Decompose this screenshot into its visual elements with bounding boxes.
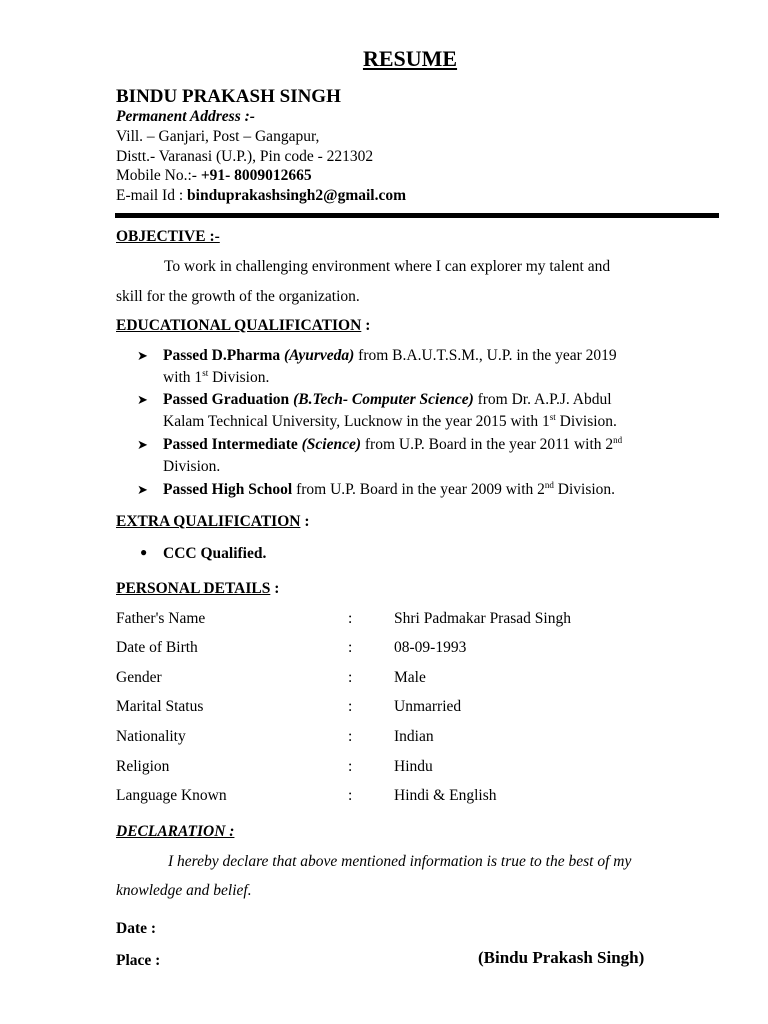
- declaration-line-2: knowledge and belief.: [116, 882, 252, 899]
- detail-colon: :: [348, 787, 353, 804]
- signature-name: (Bindu Prakash Singh): [478, 948, 645, 967]
- detail-value: Hindu: [394, 758, 433, 775]
- table-row: [116, 787, 636, 807]
- email-value: binduprakashsingh2@gmail.com: [187, 187, 407, 204]
- detail-value: Male: [394, 669, 426, 686]
- detail-label: Father's Name: [116, 610, 206, 627]
- page-title: RESUME: [362, 46, 458, 71]
- declaration-line-1: I hereby declare that above mentioned information is true to the best of my: [168, 853, 632, 870]
- table-row: [116, 669, 636, 689]
- detail-value: Unmarried: [394, 698, 462, 715]
- detail-label: Marital Status: [116, 698, 204, 715]
- detail-label: Gender: [116, 669, 162, 686]
- detail-colon: :: [348, 758, 353, 775]
- detail-colon: :: [348, 669, 353, 686]
- detail-colon: :: [348, 728, 353, 745]
- address-label: Permanent Address :-: [116, 108, 255, 125]
- detail-value: 08-09-1993: [394, 639, 467, 656]
- table-row: [116, 728, 636, 748]
- resume-page: RESUME BINDU PRAKASH SINGH Permanent Address :- Vill. – Ganjari, Post – Gangapur, Distt.- Varanasi (U.P.), Pin code - 221302 Mobile No.:- +91- 8009012665 E-mail Id : binduprakashsingh2@gmail.com OBJECTIVE :- To work in challenging environment where I can explorer my talent and skill for the growth of the organization. EDUCATIONAL QUALIFICATION : ➤ Passed D.Pharma (Ayurveda) from B.A.U.T.S.M., U.P. in the year 2019 with 1st Division. ➤ Passed Graduation (B.Tech- Computer Science) from Dr. A.P.J. Abdul Kalam Technical University, Lucknow in the year 2015 with 1st Division. ➤ Passed Intermediate (Science) from U.P. Board in the year 2011 with 2nd Division. ➤ Passed High School from U.P. Board in the year 2009 with 2nd Division. EXTRA QUALIFICATION : ● CCC Qualified. PERSONAL DETAILS : Father's Name : Shri Padmakar Prasad Singh Date of Birth : 08-09-1993 Gender : Male Marital Status : Unmarried Nationality : Indian Religion : Hindu Language Known : Hindi & English DECLARATION : I hereby declare that above mentioned information is true to the best of my knowledge and belief. Date : Place : (Bindu Prakash Singh): [0, 0, 768, 1024]
- declaration-heading: DECLARATION :: [116, 823, 235, 840]
- detail-value: Hindi & English: [394, 787, 497, 804]
- table-row: [116, 610, 636, 630]
- table-row: [116, 758, 636, 778]
- email-label: E-mail Id :: [116, 187, 188, 204]
- mobile-label: Mobile No.:-: [116, 167, 201, 184]
- address-line-2: Distt.- Varanasi (U.P.), Pin code - 221302: [116, 148, 374, 165]
- place-label: Place :: [116, 952, 161, 969]
- candidate-name: BINDU PRAKASH SINGH: [116, 86, 341, 107]
- detail-label: Date of Birth: [116, 639, 198, 656]
- arrow-bullet-icon: ➤: [137, 348, 148, 363]
- objective-line-2: skill for the growth of the organization.: [116, 288, 360, 305]
- extra-qualification-heading: EXTRA QUALIFICATION :: [116, 513, 310, 530]
- header-divider: [115, 213, 719, 218]
- objective-heading: OBJECTIVE :-: [116, 228, 220, 245]
- detail-value: Indian: [394, 728, 434, 745]
- detail-label: Religion: [116, 758, 170, 775]
- detail-colon: :: [348, 639, 353, 656]
- table-row: [116, 639, 636, 659]
- table-row: [116, 698, 636, 718]
- bullet-dot-icon: ●: [140, 545, 148, 559]
- personal-details-heading: PERSONAL DETAILS :: [116, 580, 280, 597]
- education-heading: EDUCATIONAL QUALIFICATION :: [116, 317, 371, 334]
- arrow-bullet-icon: ➤: [137, 482, 148, 497]
- arrow-bullet-icon: ➤: [137, 392, 148, 407]
- detail-value: Shri Padmakar Prasad Singh: [394, 610, 571, 627]
- date-label: Date :: [116, 920, 157, 937]
- arrow-bullet-icon: ➤: [137, 437, 148, 452]
- mobile-line: [116, 167, 312, 185]
- detail-colon: :: [348, 610, 353, 627]
- email-line: [116, 187, 406, 205]
- mobile-value: +91- 8009012665: [200, 167, 312, 184]
- detail-colon: :: [348, 698, 353, 715]
- address-line-1: Vill. – Ganjari, Post – Gangapur,: [116, 128, 320, 145]
- detail-label: Nationality: [116, 728, 186, 745]
- detail-label: Language Known: [116, 787, 227, 804]
- objective-line-1: To work in challenging environment where I can explorer my talent and: [164, 258, 611, 275]
